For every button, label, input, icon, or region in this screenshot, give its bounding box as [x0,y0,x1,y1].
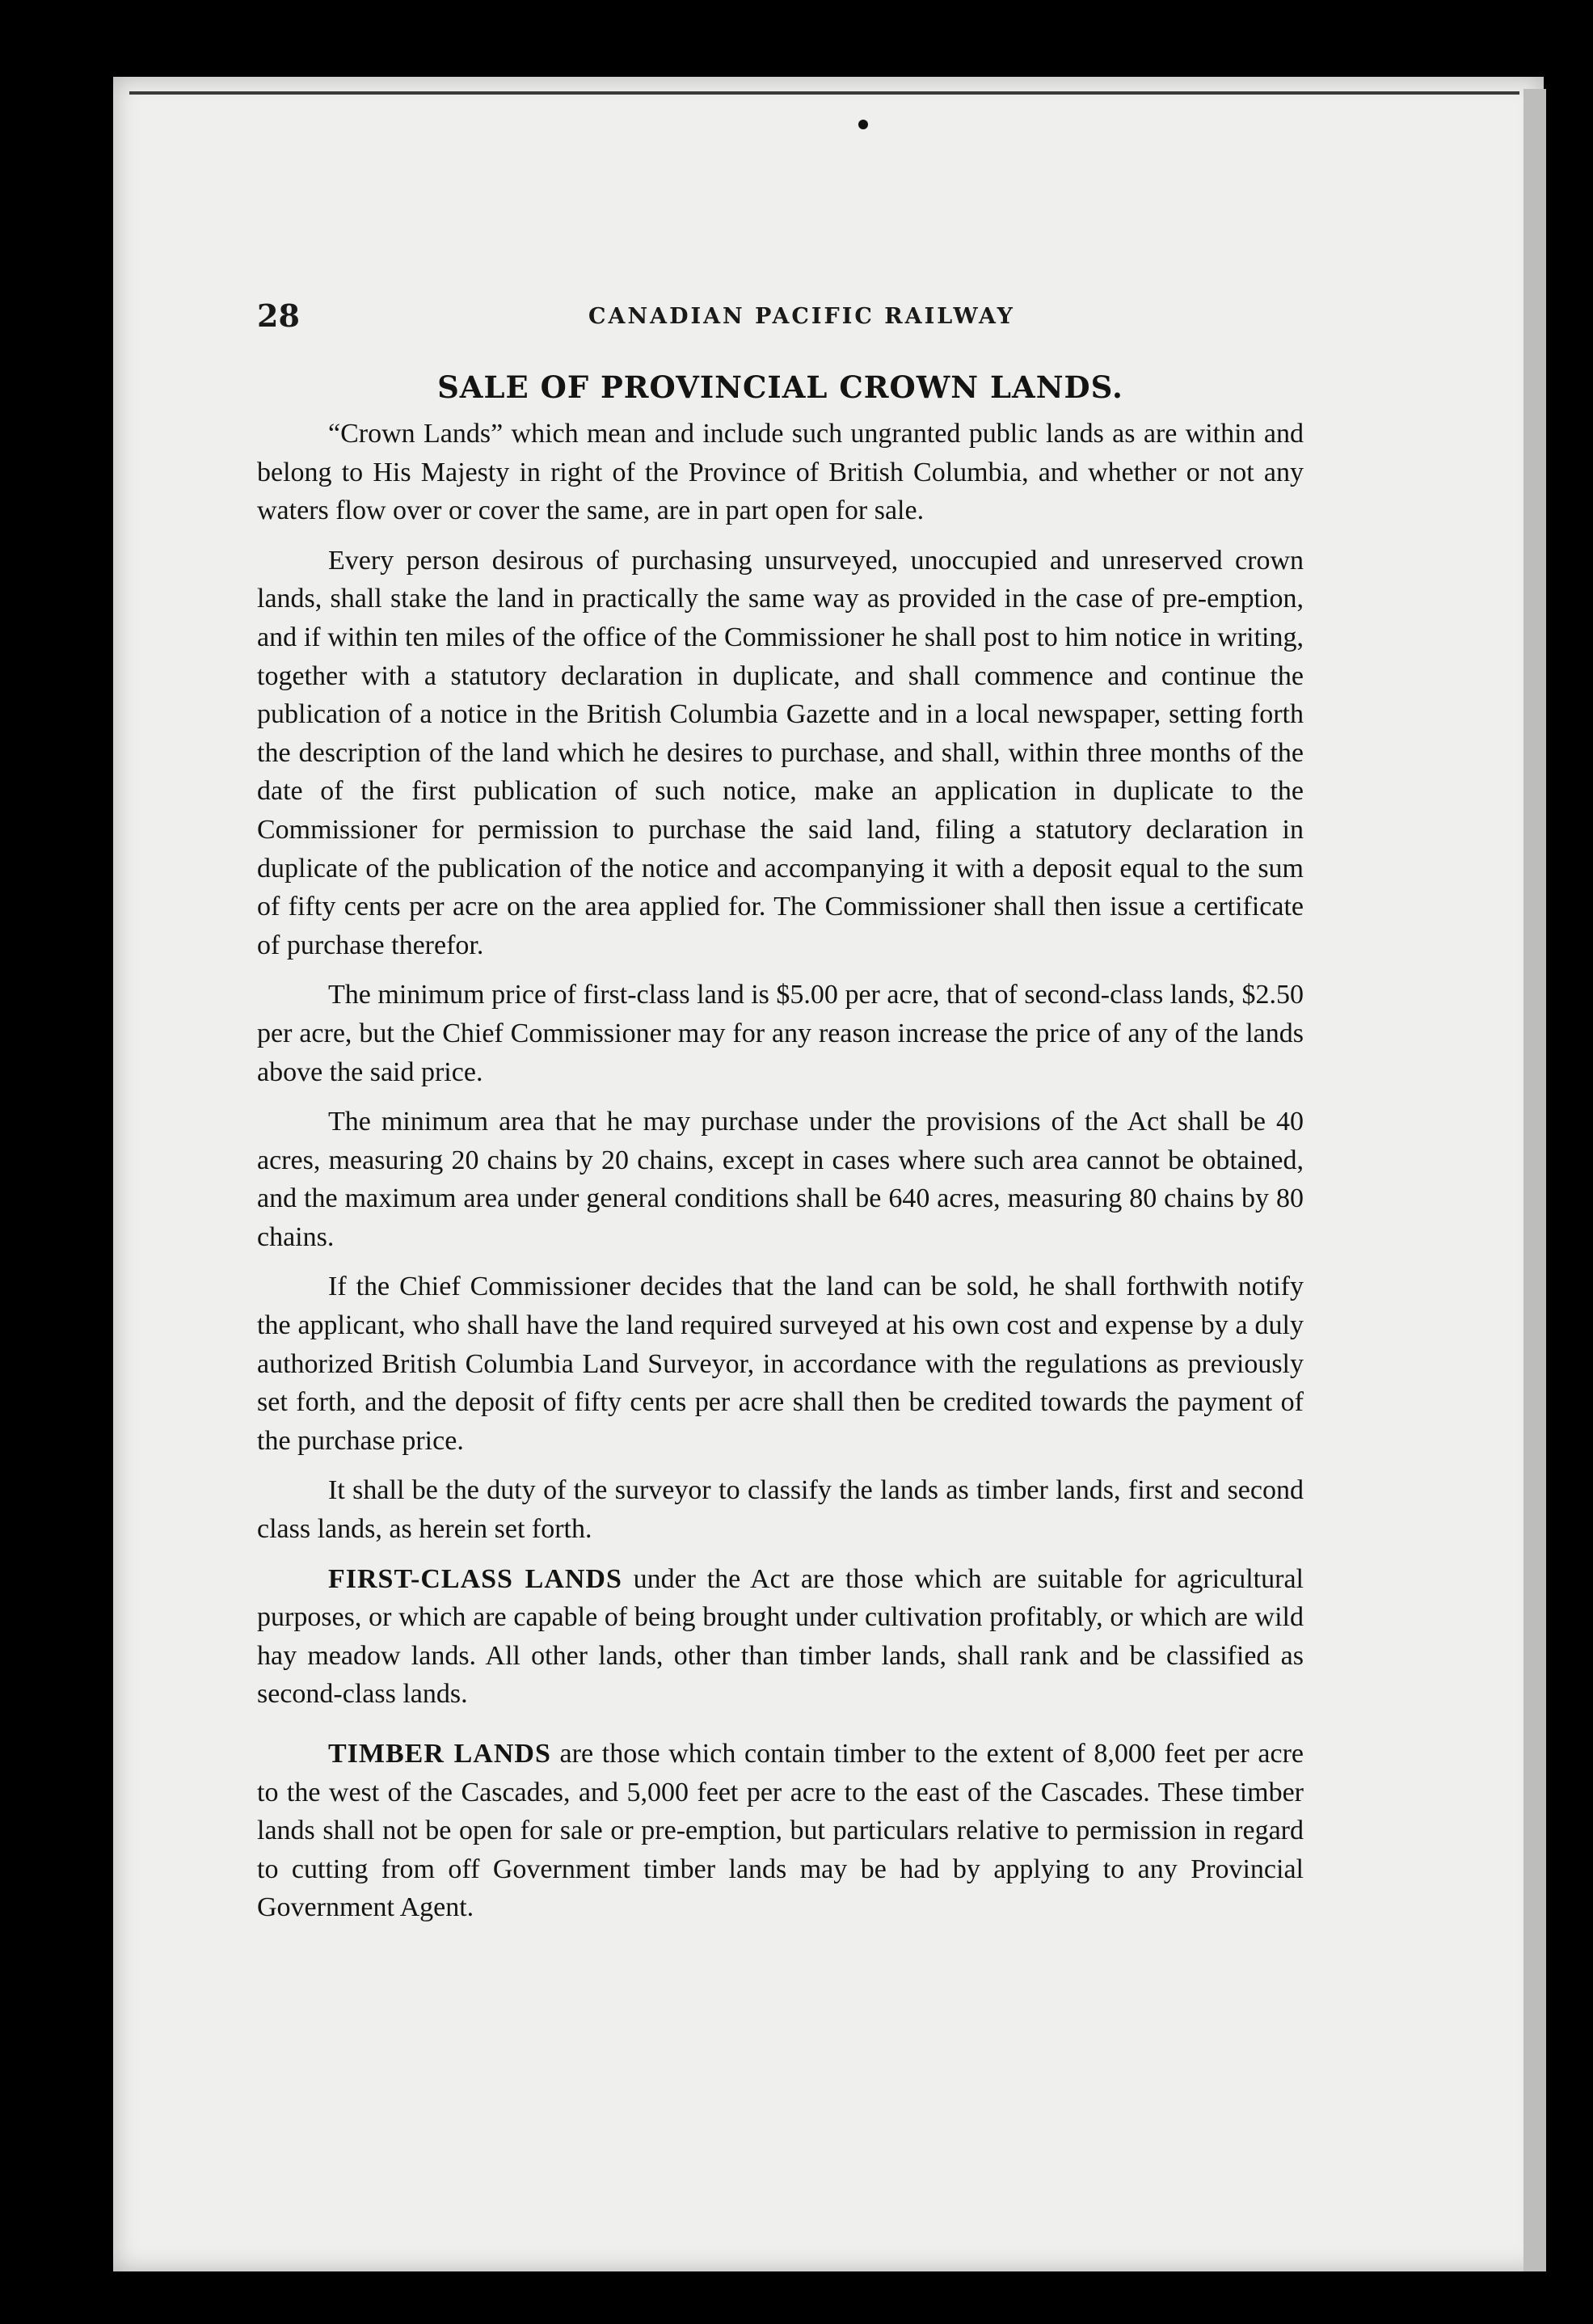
paragraph-survey [257,1267,1304,1460]
paragraph-first-class-lands [257,1560,1304,1714]
paragraph-text: Every person desirous of purchasing unsurveyed, unoccupied and unreserved crown lands, shall stake the land in practically the same way as provided in the case of pre-emption, and if within ten miles of the office of the Commissioner he shall post to him notice in writing, together with a statutory declaration in duplicate, and shall commence and continue the publication of a notice in the British Columbia Gazette and in a local newspaper, setting forth the description of the land which he desires to purchase, and shall, within three months of the date of the first publication of such notice, make an application in duplicate to the Commissioner for permission to purchase the said land, filing a statutory declaration in duplicate of the publication of the notice and accompanying it with a deposit equal to the sum of fifty cents per acre on the area applied for. The Commissioner shall then issue a certificate of purchase therefor. [257,545,1304,960]
paragraph-text: are those which contain timber to the extent of 8,000 feet per acre to the west of the Cascades, and 5,000 feet per acre to the east of the Cascades. These timber lands shall not be open for sale or pre-emption, but particulars relative to permission in regard to cutting from off Government timber lands may be had by applying to any Provincial Government Agent. [257,1739,1304,1923]
paragraph-text: The minimum area that he may purchase under the provisions of the Act shall be 40 acres, measuring 20 chains by 20 chains, except in cases where such area cannot be obtained, and the maximum area under general conditions shall be 640 acres, measuring 80 chains by 80 chains. [257,1107,1304,1252]
paragraph-lead: TIMBER LANDS [328,1739,551,1769]
paragraph-crown-lands [257,415,1304,530]
top-rule [129,91,1519,95]
paragraph-classification [257,1471,1304,1548]
paragraph-minimum-price [257,976,1304,1091]
page-header [257,297,1308,338]
page-number: 28 [257,297,300,334]
ink-dot [858,120,868,129]
page-edge [1523,89,1546,2271]
section-title: SALE OF PROVINCIAL CROWN LANDS. [437,369,1123,405]
paragraph-text: under the Act are those which are suitable for agricultural purposes, or which are capable of being brought under cultivation profitably, or which are wild hay meadow lands. All other lands, other than timber lands, shall rank and be classified as second-class lands. [257,1563,1304,1710]
paragraph-text: “Crown Lands” which mean and include such ungranted public lands as are within and belong to His Majesty in right of the Province of British Columbia, and whether or not any waters flow over or cover the same, are in part open for sale. [257,419,1304,526]
paragraph-minimum-area [257,1103,1304,1256]
paragraph-text: If the Chief Commissioner decides that the land can be sold, he shall forthwith notify the applicant, who shall have the land required surveyed at his own cost and expense by a duly authorized British Columbia Land Surveyor, in accordance with the regulations as previously set forth, and the deposit of fifty cents per acre shall then be credited towards the payment of the purchase price. [257,1272,1304,1456]
paragraph-purchase-procedure [257,542,1304,965]
paragraph-text: The minimum price of first-class land is $5.00 per acre, that of second-class lands, $2.50 per acre, but the Chief Commissioner may for any reason increase the price of any of the lands above the said price. [257,980,1304,1087]
paragraph-text: It shall be the duty of the surveyor to classify the lands as timber lands, first and second class lands, as herein set forth. [257,1475,1304,1545]
paragraph-lead: FIRST-CLASS LANDS [328,1563,622,1594]
page-body [257,368,1304,1938]
paragraph-timber-lands [257,1735,1304,1927]
running-head: CANADIAN PACIFIC RAILWAY [588,304,1015,329]
